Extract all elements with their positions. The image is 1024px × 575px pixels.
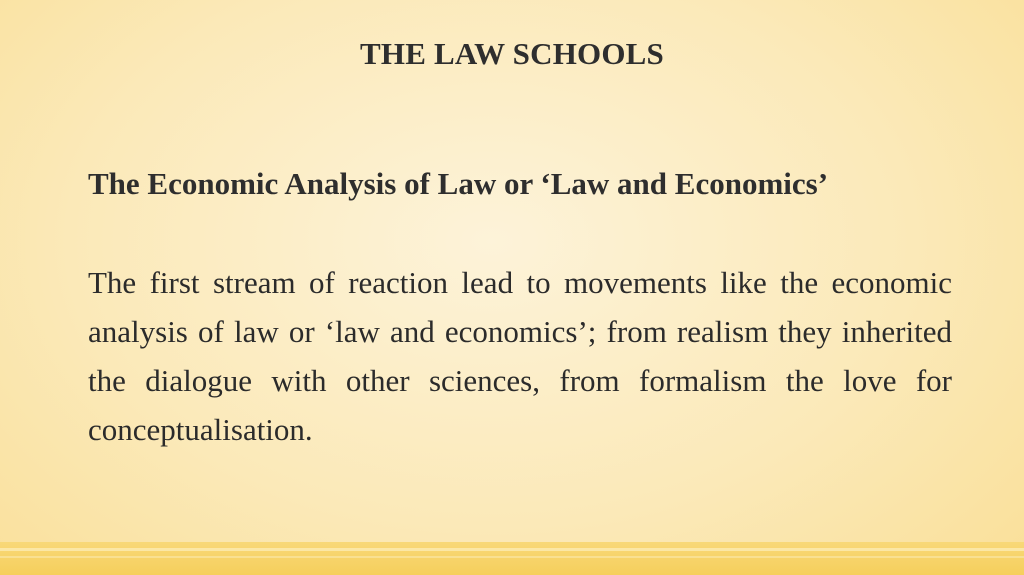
footer-divider [0,556,1024,558]
footer-divider [0,548,1024,551]
slide-body-text: The first stream of reaction lead to movements like the economic analysis of law or ‘law and economics’; from realism they inherited the dialogue with other sciences, from formalism the love for conceptualisation. [88,265,952,447]
slide-subtitle: The Economic Analysis of Law or ‘Law and Economics’ [88,166,829,201]
footer-band [0,542,1024,575]
slide-title: THE LAW SCHOOLS [360,36,664,71]
